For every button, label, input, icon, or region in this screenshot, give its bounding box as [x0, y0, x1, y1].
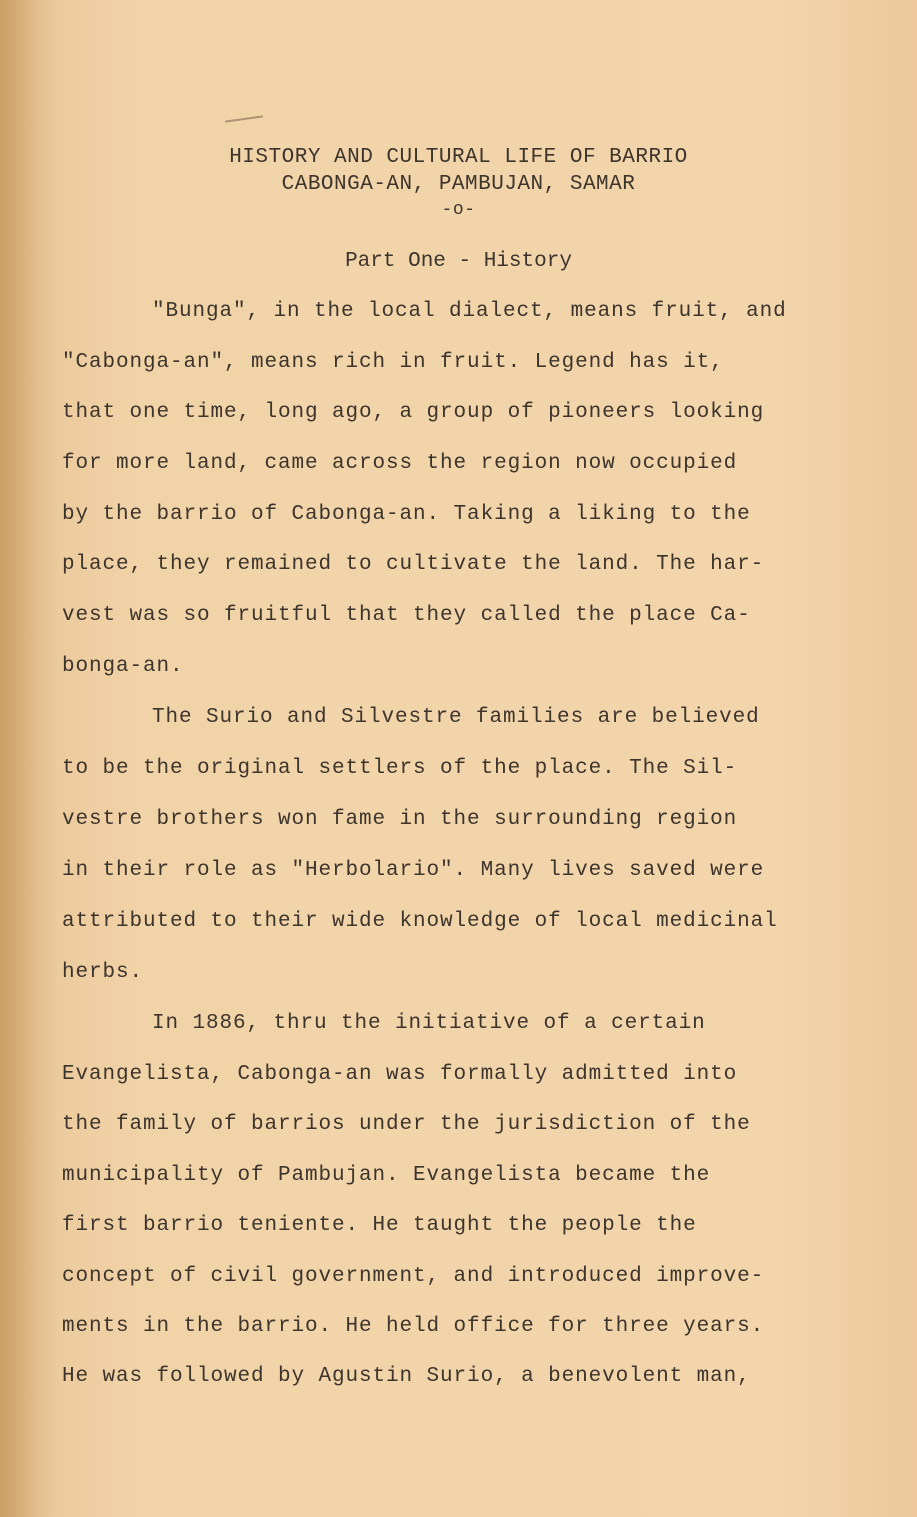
text-line: that one time, long ago, a group of pioneers looking [62, 401, 765, 424]
title-separator: -o- [441, 200, 476, 220]
text-line: place, they remained to cultivate the land. The har- [62, 553, 765, 576]
text-line: by the barrio of Cabonga-an. Taking a liking to the [62, 503, 751, 526]
page-edge-stain [0, 0, 60, 1517]
text-line: the family of barrios under the jurisdiction of the [62, 1113, 751, 1136]
text-line: Evangelista, Cabonga-an was formally admitted into [62, 1063, 738, 1086]
text-line: bonga-an. [62, 655, 184, 678]
text-line: "Cabonga-an", means rich in fruit. Legend has it, [62, 351, 724, 374]
text-line: vest was so fruitful that they called the place Ca- [62, 604, 751, 627]
text-line: to be the original settlers of the place. The Sil- [62, 757, 738, 780]
text-line: ments in the barrio. He held office for three years. [62, 1315, 765, 1338]
text-line: "Bunga", in the local dialect, means fruit, and [152, 300, 787, 323]
text-line: concept of civil government, and introduced improve- [62, 1265, 765, 1288]
text-line: attributed to their wide knowledge of local medicinal [62, 910, 778, 933]
pencil-mark [225, 115, 263, 122]
title-line-2: CABONGA-AN, PAMBUJAN, SAMAR [281, 173, 636, 196]
text-line: vestre brothers won fame in the surrounding region [62, 808, 738, 831]
text-line: He was followed by Agustin Surio, a benevolent man, [62, 1365, 751, 1388]
text-line: The Surio and Silvestre families are believed [152, 706, 760, 729]
text-line: municipality of Pambujan. Evangelista became the [62, 1164, 711, 1187]
title-line-1: HISTORY AND CULTURAL LIFE OF BARRIO [229, 146, 688, 169]
text-line: In 1886, thru the initiative of a certain [152, 1012, 706, 1035]
text-line: first barrio teniente. He taught the people the [62, 1214, 697, 1237]
part-heading: Part One - History [345, 250, 572, 273]
text-line: in their role as "Herbolario". Many lives saved were [62, 859, 765, 882]
text-line: herbs. [62, 961, 144, 984]
text-line: for more land, came across the region now occupied [62, 452, 738, 475]
